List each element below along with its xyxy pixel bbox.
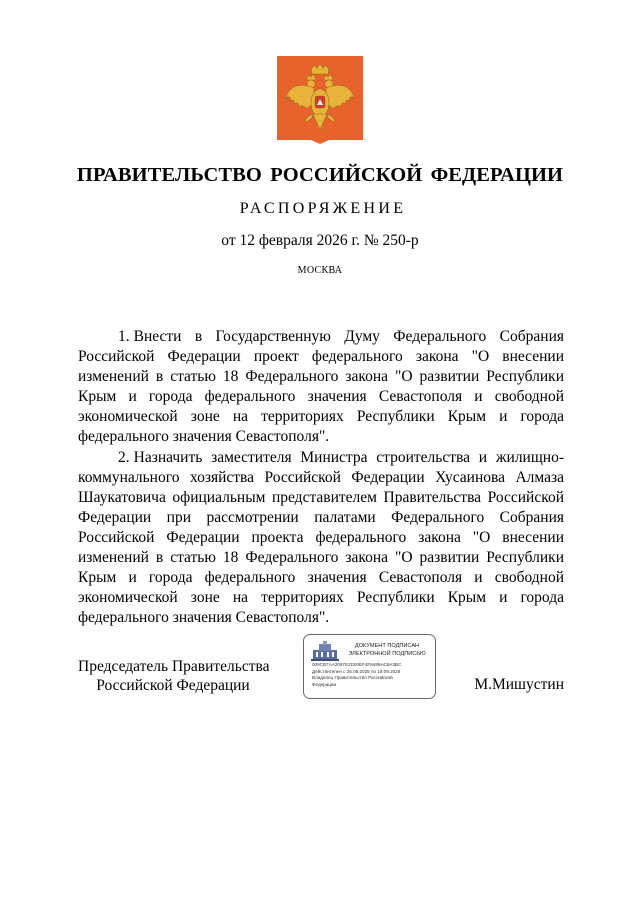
government-title: ПРАВИТЕЛЬСТВО РОССИЙСКОЙ ФЕДЕРАЦИИ <box>76 164 564 186</box>
stamp-title-line: ЭЛЕКТРОННОЙ ПОДПИСЬЮ <box>348 650 426 657</box>
item-text: Внести в Государственную Думу Федерального Собрания Российской Федерации проект федерального закона "О внесении изменений в статью 18 Федерального закона "О развитии Республики Крым и города федерального значения Севастополя и свободной экономической зоне на территориях Республики Крым и города федерального значения Севастополя". <box>78 328 564 446</box>
stamp-owner: Владелец Правительство Российской <box>312 675 393 681</box>
item-text: Назначить заместителя Министра строительства и жилищно-коммунального хозяйства Российской Федерации Хусаинова Алмаза Шаукатовича официальным представителем Правительства Российской Федерации при рассмотрении палатами Федерального Собрания Российской Федерации проекта федерального закона "О внесении изменений в статью 18 Федерального закона "О развитии Республики Крым и города федерального значения Севастополя и свободной экономической зоне на территориях Республики Крым и города федерального значения Севастополя". <box>78 448 564 627</box>
document-city: МОСКВА <box>297 265 343 276</box>
electronic-signature-stamp <box>303 634 436 699</box>
list-item <box>78 327 564 448</box>
stamp-owner: Федерации <box>312 681 337 687</box>
signatory-position-line: Председатель Правительства <box>78 658 270 675</box>
stamp-title <box>340 643 434 658</box>
signatory-position-line: Российской Федерации <box>96 677 250 694</box>
document-type: РАСПОРЯЖЕНИЕ <box>239 200 407 217</box>
coat-of-arms-icon <box>277 56 363 144</box>
signatory-name: М.Мишустин <box>474 676 564 693</box>
stamp-title-line: ДОКУМЕНТ ПОДПИСАН <box>354 643 420 649</box>
signatory-position <box>78 657 268 695</box>
item-number: 2. <box>118 448 130 466</box>
stamp-details <box>312 662 434 688</box>
document-date-number: от 12 февраля 2026 г. № 250-р <box>221 232 419 249</box>
list-item <box>78 448 564 629</box>
building-signature-icon <box>310 640 340 662</box>
document-body <box>78 327 564 628</box>
stamp-validity: Действителен с 26.06.2025 по 19.09.2026 <box>312 668 401 674</box>
stamp-certificate: 008CB7AA2097E2D00EF4F8489AC8A3BC <box>312 662 402 667</box>
item-number: 1. <box>118 328 130 345</box>
